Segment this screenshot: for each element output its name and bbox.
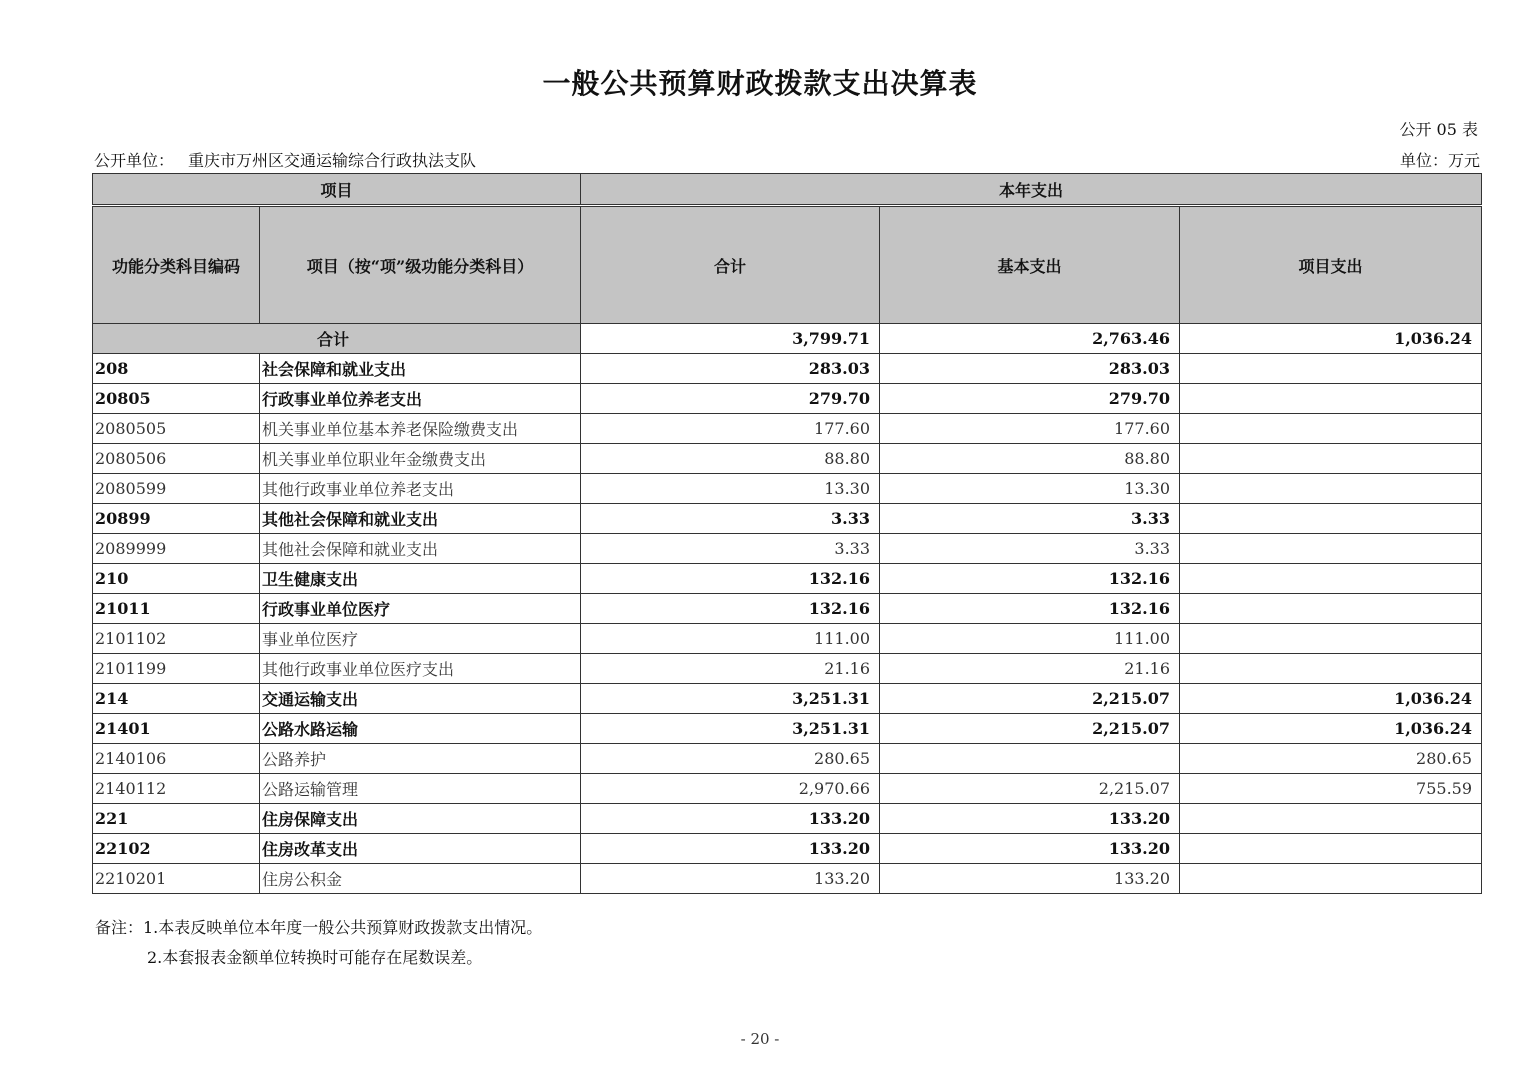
header-row-2 (93, 206, 1482, 324)
unit-line (94, 148, 1480, 171)
row-code: 2101102 (93, 624, 260, 654)
row-basic: 88.80 (880, 444, 1180, 474)
table-row (93, 654, 1482, 684)
row-project (1180, 834, 1482, 864)
page-number: - 20 - (740, 1030, 780, 1048)
total-value: 3,799.71 (581, 324, 880, 354)
row-project (1180, 474, 1482, 504)
note-1: 备注：1.本表反映单位本年度一般公共预算财政拨款支出情况。 (95, 918, 543, 937)
header-project-expense: 项目支出 (1180, 206, 1482, 324)
header-project: 项目 (93, 174, 581, 206)
table-row (93, 534, 1482, 564)
row-basic: 133.20 (880, 834, 1180, 864)
row-name: 事业单位医疗 (260, 624, 581, 654)
table-row (93, 744, 1482, 774)
row-code: 20899 (93, 504, 260, 534)
row-project (1180, 564, 1482, 594)
table-row (93, 384, 1482, 414)
row-basic (880, 744, 1180, 774)
total-basic: 2,763.46 (880, 324, 1180, 354)
table-row (93, 684, 1482, 714)
row-basic: 283.03 (880, 354, 1180, 384)
row-project: 1,036.24 (1180, 714, 1482, 744)
row-code: 21401 (93, 714, 260, 744)
row-code: 2140112 (93, 774, 260, 804)
row-total: 3,251.31 (581, 714, 880, 744)
row-total: 88.80 (581, 444, 880, 474)
row-basic: 132.16 (880, 594, 1180, 624)
row-total: 177.60 (581, 414, 880, 444)
row-basic: 177.60 (880, 414, 1180, 444)
row-basic: 132.16 (880, 564, 1180, 594)
row-total: 3.33 (581, 504, 880, 534)
row-total: 13.30 (581, 474, 880, 504)
row-code: 2080599 (93, 474, 260, 504)
row-basic: 2,215.07 (880, 684, 1180, 714)
form-number: 公开 05 表 (1399, 120, 1478, 139)
header-basic: 基本支出 (880, 206, 1180, 324)
header-current-year: 本年支出 (581, 174, 1482, 206)
row-basic: 2,215.07 (880, 774, 1180, 804)
table-row (93, 414, 1482, 444)
org-name: 重庆市万州区交通运输综合行政执法支队 (188, 151, 477, 170)
row-name: 住房改革支出 (260, 834, 581, 864)
row-name: 住房公积金 (260, 864, 581, 894)
row-project (1180, 624, 1482, 654)
table-row (93, 714, 1482, 744)
header-item: 项目（按“项”级功能分类科目） (260, 206, 581, 324)
row-name: 公路养护 (260, 744, 581, 774)
header-total: 合计 (581, 206, 880, 324)
row-name: 行政事业单位养老支出 (260, 384, 581, 414)
row-project: 755.59 (1180, 774, 1482, 804)
row-basic: 133.20 (880, 804, 1180, 834)
table-row (93, 354, 1482, 384)
table-row (93, 624, 1482, 654)
header-code: 功能分类科目编码 (93, 206, 260, 324)
row-basic: 3.33 (880, 534, 1180, 564)
row-code: 214 (93, 684, 260, 714)
total-project: 1,036.24 (1180, 324, 1482, 354)
row-project (1180, 384, 1482, 414)
row-project (1180, 804, 1482, 834)
row-code: 22102 (93, 834, 260, 864)
row-total: 280.65 (581, 744, 880, 774)
row-basic: 111.00 (880, 624, 1180, 654)
row-project (1180, 654, 1482, 684)
row-code: 2089999 (93, 534, 260, 564)
row-code: 2210201 (93, 864, 260, 894)
note-2: 2.本套报表金额单位转换时可能存在尾数误差。 (147, 948, 483, 967)
row-total: 279.70 (581, 384, 880, 414)
row-code: 221 (93, 804, 260, 834)
header-row-1 (93, 174, 1482, 206)
notes (95, 913, 542, 973)
page-title: 一般公共预算财政拨款支出决算表 (542, 67, 978, 100)
table-row (93, 804, 1482, 834)
org-info (94, 148, 476, 171)
table-row (93, 834, 1482, 864)
row-total: 133.20 (581, 834, 880, 864)
row-code: 2101199 (93, 654, 260, 684)
row-project (1180, 534, 1482, 564)
org-label: 公开单位： (94, 151, 175, 170)
row-total: 283.03 (581, 354, 880, 384)
row-total: 111.00 (581, 624, 880, 654)
table-row (93, 774, 1482, 804)
table-row (93, 474, 1482, 504)
row-code: 21011 (93, 594, 260, 624)
row-project (1180, 594, 1482, 624)
total-row (93, 324, 1482, 354)
row-basic: 279.70 (880, 384, 1180, 414)
row-project (1180, 864, 1482, 894)
row-basic: 3.33 (880, 504, 1180, 534)
row-project (1180, 414, 1482, 444)
row-code: 210 (93, 564, 260, 594)
row-name: 公路运输管理 (260, 774, 581, 804)
expenditure-table (92, 173, 1482, 894)
table-row (93, 444, 1482, 474)
row-basic: 21.16 (880, 654, 1180, 684)
table-row (93, 564, 1482, 594)
total-label: 合计 (93, 324, 581, 354)
row-project (1180, 444, 1482, 474)
row-name: 机关事业单位职业年金缴费支出 (260, 444, 581, 474)
row-project: 280.65 (1180, 744, 1482, 774)
row-total: 133.20 (581, 804, 880, 834)
row-code: 2140106 (93, 744, 260, 774)
row-code: 2080506 (93, 444, 260, 474)
row-name: 其他行政事业单位养老支出 (260, 474, 581, 504)
row-code: 20805 (93, 384, 260, 414)
row-total: 132.16 (581, 564, 880, 594)
row-name: 卫生健康支出 (260, 564, 581, 594)
table-row (93, 504, 1482, 534)
row-project (1180, 354, 1482, 384)
row-name: 其他社会保障和就业支出 (260, 534, 581, 564)
unit-label: 单位：万元 (1399, 151, 1480, 170)
row-name: 住房保障支出 (260, 804, 581, 834)
row-project: 1,036.24 (1180, 684, 1482, 714)
row-total: 133.20 (581, 864, 880, 894)
row-total: 132.16 (581, 594, 880, 624)
row-total: 3.33 (581, 534, 880, 564)
row-basic: 2,215.07 (880, 714, 1180, 744)
row-name: 社会保障和就业支出 (260, 354, 581, 384)
table-row (93, 594, 1482, 624)
row-total: 21.16 (581, 654, 880, 684)
row-code: 2080505 (93, 414, 260, 444)
row-total: 3,251.31 (581, 684, 880, 714)
row-project (1180, 504, 1482, 534)
row-name: 机关事业单位基本养老保险缴费支出 (260, 414, 581, 444)
row-name: 行政事业单位医疗 (260, 594, 581, 624)
row-code: 208 (93, 354, 260, 384)
row-basic: 133.20 (880, 864, 1180, 894)
row-basic: 13.30 (880, 474, 1180, 504)
row-name: 其他行政事业单位医疗支出 (260, 654, 581, 684)
table-row (93, 864, 1482, 894)
row-name: 公路水路运输 (260, 714, 581, 744)
row-total: 2,970.66 (581, 774, 880, 804)
row-name: 其他社会保障和就业支出 (260, 504, 581, 534)
row-name: 交通运输支出 (260, 684, 581, 714)
